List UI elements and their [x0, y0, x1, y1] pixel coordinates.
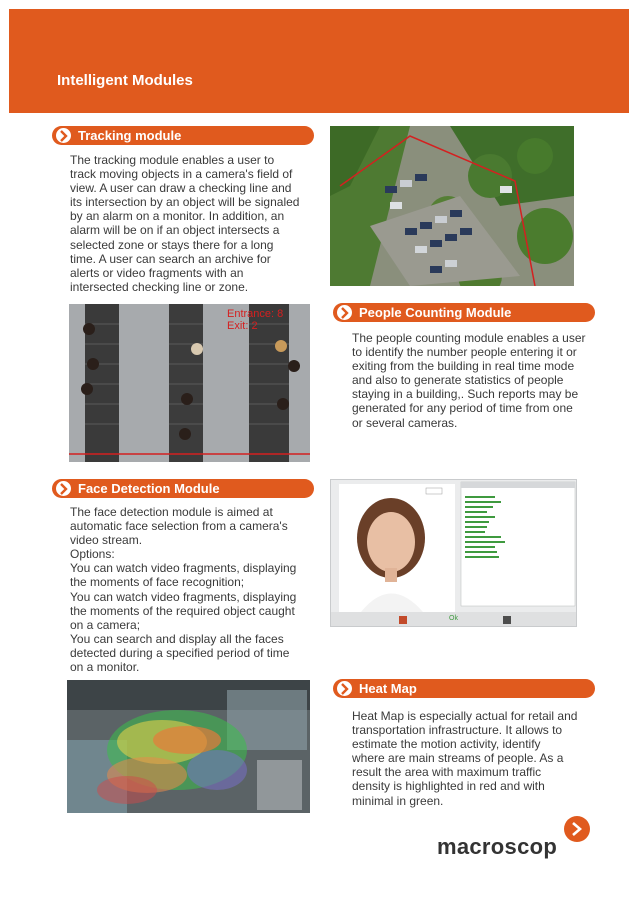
chevron-right-icon: [335, 679, 354, 698]
header-banner: [9, 9, 629, 113]
section-header-heat-map: [333, 679, 595, 698]
tracking-parking-image: [330, 126, 574, 286]
heat-map-image: [67, 680, 310, 813]
people-count-overlay: [227, 308, 283, 332]
tracking-description: [70, 153, 316, 294]
chevron-right-icon: [564, 816, 590, 842]
section-header-people-counting: [333, 303, 595, 322]
logo-wordmark: macroscop: [437, 834, 558, 859]
people-counting-escalator-image: [69, 304, 310, 462]
tracking-text: The tracking module enables a user to track moving objects in a camera's field of view. A user can draw a checking line and its intersection by an object will be signaled by an alarm on a monitor. In addition, an alarm will be on if an object intersects a selected zone or stays there for a long time. A user can search an archive for alerts or video fragments with an intersected checking line or zone.: [70, 153, 300, 294]
chevron-right-icon: [335, 303, 354, 322]
section-title-face-detection: Face Detection Module: [78, 481, 220, 496]
heat-map-text: Heat Map is especially actual for retail and transportation infrastructure. It allows to estimate the motion activity, identify where are main streams of people. As a result the area with maximum traffic density is highlighted in red and with minimal in green.: [352, 709, 578, 808]
page-title: Intelligent Modules: [57, 72, 193, 89]
macroscop-logo: [437, 816, 597, 862]
people-counting-text: The people counting module enables a user to identify the number people entering it or exiting from the building in real time mode and also to generate statistics of people staying in a building,. Such reports may be generated for any period of time from one or several cameras.: [352, 331, 586, 430]
face-ui-ok-label: Ok: [449, 615, 458, 622]
section-header-tracking: [52, 126, 314, 145]
section-title-tracking: Tracking module: [78, 128, 182, 143]
chevron-right-icon: [54, 126, 73, 145]
section-header-face-detection: [52, 479, 314, 498]
heat-map-description: [352, 709, 600, 808]
section-title-heat-map: Heat Map: [359, 681, 417, 696]
section-title-people-counting: People Counting Module: [359, 305, 512, 320]
face-detection-ui-image: [330, 479, 577, 627]
exit-count: Exit: 2: [227, 320, 258, 332]
entrance-count: Entrance: 8: [227, 308, 284, 320]
face-detection-description: [70, 505, 326, 674]
people-counting-description: [352, 331, 608, 430]
face-detection-text: The face detection module is aimed at automatic face selection from a camera's video stream. Options: You can watch video fragments, displaying the moments of face recognition; You can watch video fragments, displaying the moments of the required object caught on a camera; You can search and display all the faces detected during a specified period of time on a monitor.: [70, 505, 297, 675]
chevron-right-icon: [54, 479, 73, 498]
